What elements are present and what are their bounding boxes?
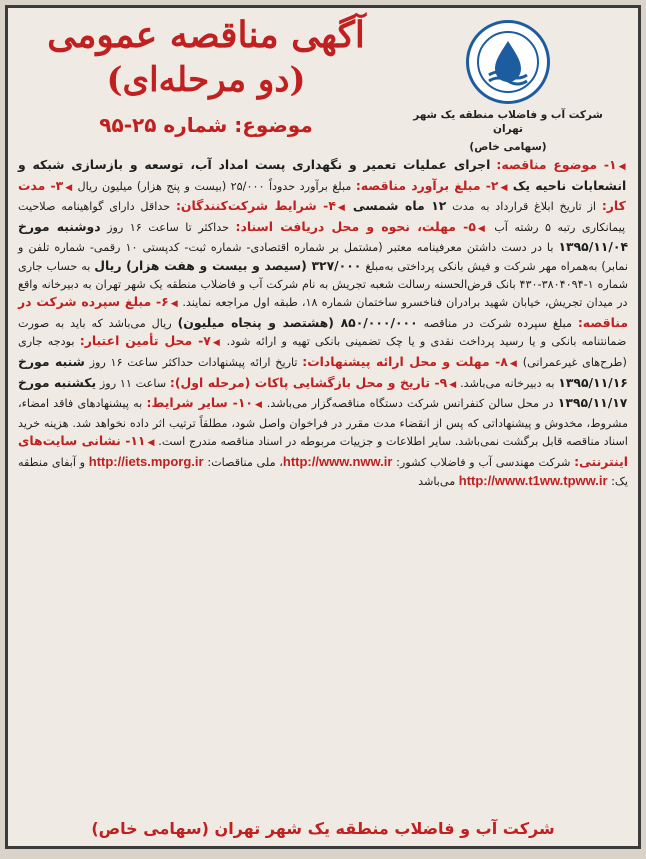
section-text: از تاریخ ابلاغ قرارداد به مدت [452, 200, 597, 214]
company-name: شرکت آب و فاضلاب منطقه یک شهر تهران [413, 109, 603, 135]
section-heading: ۴- شرایط شرکت‌کنندگان: [175, 198, 336, 214]
section-text: به حساب جاری شماره ۱-۳۸۰۴۰۹۴-۴۳۰ بانک قرض‌الحسنه رسالت شعبه تجریش به نام شرکت آب و فاضلاب منطقه یک شهر تهران به دبیرخانه واقع در میدان تجریش، خیابان شهید برادران فناخسرو ساختمان شماره ۱۸، طبقه اول مراجعه نمایند. [18, 259, 628, 310]
notice-paragraph [18, 156, 628, 490]
section-heading: ۱- موضوع مناقصه: [496, 157, 617, 172]
website-link-t1ww[interactable]: http://www.t1ww.tpww.ir [458, 472, 608, 488]
deposit-amount: ۸۵۰/۰۰۰/۰۰۰ (هشتصد و پنجاه میلیون) [177, 314, 418, 330]
section-text: حداکثر تا ساعت ۱۶ روز [107, 220, 230, 234]
notice-title: آگهی مناقصه عمومی [47, 14, 365, 56]
section-text: در محل سالن کنفرانس شرکت دستگاه مناقصه‌گزار می‌باشد. [266, 397, 554, 411]
company-logo-block [398, 20, 618, 154]
notice-body [8, 156, 638, 490]
triangle-bullet-icon: ◀ [170, 299, 179, 310]
notice-subtitle: (دو مرحله‌ای) [106, 60, 306, 100]
header [8, 8, 638, 156]
triangle-bullet-icon: ◀ [212, 338, 222, 349]
section-text: به دبیرخانه می‌باشد. [460, 376, 555, 390]
section-heading: ۸- مهلت و محل ارائه پیشنهادات: [302, 353, 508, 369]
section-heading: ۱۱- نشانی سایت‌های اینترنتی: [18, 433, 628, 469]
triangle-bullet-icon: ◀ [477, 223, 488, 234]
tender-notice [5, 5, 641, 849]
section-heading: ۳- مدت کار: [18, 177, 626, 214]
section-text: مبلغ سپرده شرکت در مناقصه [423, 316, 572, 330]
section-text: بودجه جاری (طرح‌های غیرعمرانی) [18, 335, 627, 369]
triangle-bullet-icon: ◀ [337, 203, 348, 214]
website-link-nww[interactable]: http://www.nww.ir [282, 453, 393, 469]
section-heading: ۶- مبلغ سپرده شرکت در مناقصه: [18, 294, 629, 330]
section-heading: ۱۰- سایر شرایط: [146, 395, 253, 411]
triangle-bullet-icon: ◀ [65, 182, 74, 193]
triangle-bullet-icon: ◀ [509, 358, 518, 369]
section-text: تاریخ ارائه پیشنهادات حداکثر ساعت ۱۶ روز [89, 355, 298, 369]
company-type: (سهامی خاص) [469, 141, 547, 153]
section-text: مبلغ برآورد حدوداً ۲۵/۰۰۰ (بیست و پنج هزار) میلیون ریال [77, 179, 352, 193]
water-drop-logo-icon [466, 20, 550, 104]
footer-signature: شرکت آب و فاضلاب منطقه یک شهر تهران (سهامی خاص) [91, 819, 555, 838]
website-link-iets[interactable]: http://iets.mporg.ir [88, 453, 204, 469]
triangle-bullet-icon: ◀ [449, 379, 457, 390]
section-text: ، ملی مناقصات: [207, 455, 283, 469]
section-text: ریال می‌باشد که باید به صورت ضمانتنامه بانکی و یا رسید پرداخت نقدی و یا چک تضمینی بانکی تهیه و ارائه شود. [18, 316, 627, 349]
duration-value: ۱۲ ماه شمسی [352, 198, 447, 214]
triangle-bullet-icon: ◀ [618, 162, 629, 172]
triangle-bullet-icon: ◀ [500, 182, 509, 193]
submission-date: شنبه مورخ ۱۳۹۵/۱۱/۱۶ [18, 353, 628, 390]
opening-date: یکشنبه مورخ ۱۳۹۵/۱۱/۱۷ [18, 374, 628, 411]
section-text: می‌باشد [418, 474, 456, 488]
section-heading: ۷- محل تأمین اعتبار: [79, 333, 211, 349]
section-text: اجرای عملیات تعمیر و نگهداری پست امداد آب، توسعه و بازسازی شبکه و انشعابات ناحیه یک [18, 157, 627, 193]
notice-subject: موضوع: شماره ۲۵-۹۵ [99, 113, 313, 137]
section-text: به پیشنهادهای فاقد امضاء، مشروط، مخدوش و پیشنهاداتی که پس از انقضاء مدت مقرر در فراخوان واصل شود، مطلقاً ترتیب اثر داده نخواهد شد. هزینه خرید اسناد مناقصه قابل برگشت نمی‌باشد. سایر اطلاعات و جزییات مربوطه در اسناد مناقصه مندرج است. [18, 397, 628, 449]
section-text: شرکت مهندسی آب و فاضلاب کشور: [396, 455, 571, 469]
section-text: ساعت ۱۱ روز [99, 376, 167, 390]
fee-amount: ۳۲۷/۰۰۰ (سیصد و بیست و هفت هزار) ریال [94, 257, 362, 273]
triangle-bullet-icon: ◀ [147, 438, 155, 449]
section-text: با در دست داشتن معرفینامه معتبر (مشتمل بر شماره اقتصادی- شماره ثبت- کدپستی ۱۰ رقمی- شماره تلفن و نمابر) به‌همراه مهر شرکت و فیش بانکی پرداختی به‌مبلغ [18, 241, 628, 273]
section-heading: ۹- تاریخ و محل بازگشایی پاکات (مرحله اول): [169, 374, 448, 390]
section-text: و آبفای منطقه یک: [18, 455, 628, 488]
deadline-date: دوشنبه مورخ ۱۳۹۵/۱۱/۰۴ [18, 218, 629, 255]
section-heading: ۲- مبلغ برآورد مناقصه: [355, 177, 499, 193]
section-heading: ۵- مهلت، نحوه و محل دریافت اسناد: [235, 218, 476, 234]
triangle-bullet-icon: ◀ [254, 400, 263, 411]
section-text: حداقل دارای گواهینامه صلاحیت پیمانکاری رتبه ۵ رشته آب [18, 200, 626, 234]
